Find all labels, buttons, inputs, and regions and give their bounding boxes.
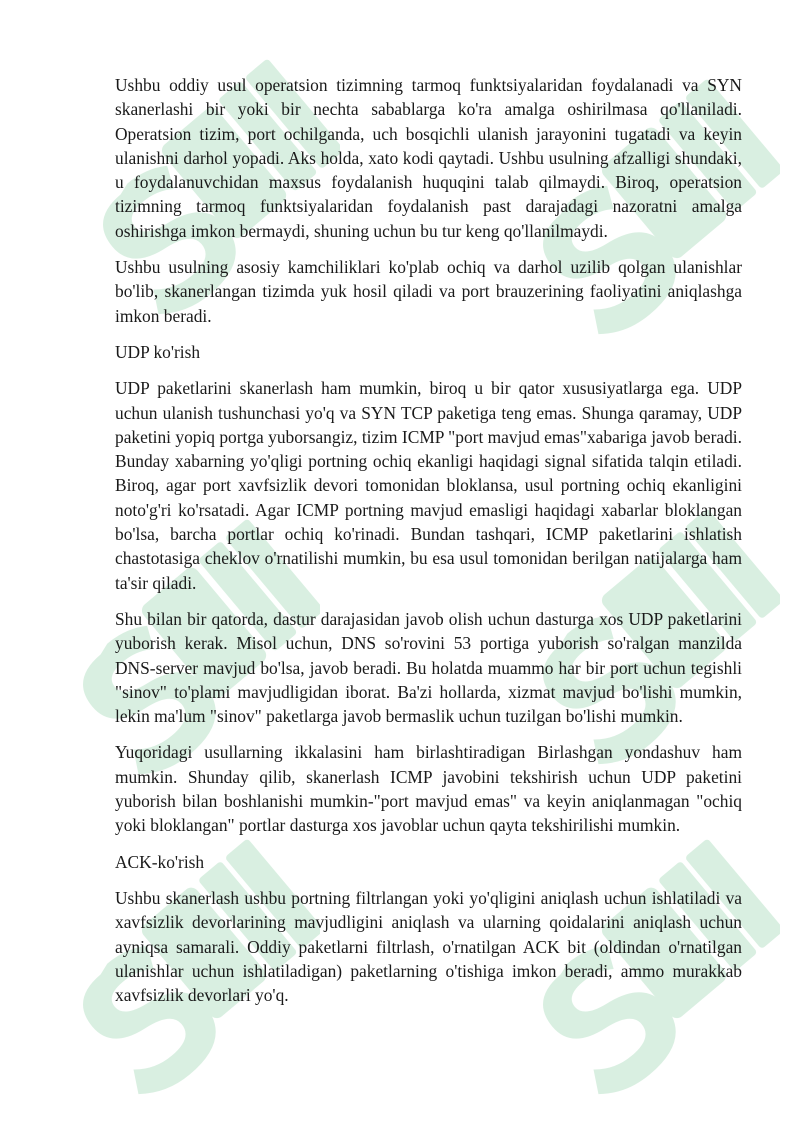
paragraph-combined-approach: Yuqoridagi usullarning ikkalasini ham birlashtiradigan Birlashgan yondashuv ham mumkin. Shunday qilib, skanerlash ICMP javobini tekshirish uchun UDP paketini yuborish bilan boshlanishi mumkin-"port mavjud emas" va keyin aniqlanmagan "ochiq yoki bloklangan" portlar dasturga xos javoblar uchun qayta tekshirilishi mumkin.	[115, 742, 742, 836]
paragraph-udp-app-specific: Shu bilan bir qatorda, dastur darajasidan javob olish uchun dasturga xos UDP paketlarini yuborish kerak. Misol uchun, DNS so'rovini 53 portiga yuborish so'ralgan manzilda DNS-server mavjud bo'lsa, javob beradi. Bu holatda muammo har bir port uchun tegishli "sinov" to'plami mavjudligidan iborat. Ba'zi hollarda, xizmat mavjud bo'lishi mumkin, lekin ma'lum "sinov" paketlarga javob bermaslik uchun tuzilgan bo'lishi mumkin.	[115, 608, 742, 727]
paragraph-drawbacks: Ushbu usulning asosiy kamchiliklari ko'plab ochiq va darhol uzilib qolgan ulanishlar bo'lib, skanerlangan tizimda yuk hosil qiladi va port brauzerining faoliyatini aniqlashga imkon beradi.	[115, 257, 742, 326]
paragraph-udp-scan: UDP paketlarini skanerlash ham mumkin, biroq u bir qator xususiyatlarga ega. UDP uchun ulanish tushunchasi yo'q va SYN TCP paketiga teng emas. Shunga qaramay, UDP paketini yopiq portga yuborsangiz, tizim ICMP "port mavjud emas"xabariga javob beradi. Bunday xabarning yo'qligi portning ochiq ekanligi haqidagi signal sifatida talqin etiladi. Biroq, agar port xavfsizlik devori tomonidan bloklansa, usul portning ochiq ekanligini noto'g'ri ko'rsatadi. Agar ICMP portning mavjud emasligi haqidagi xabarlar bloklangan bo'lsa, barcha portlar ochiq ko'rinadi. Bundan tashqari, ICMP paketlarini ishlatish chastotasiga cheklov o'rnatilishi mumkin, bu esa usul tomonidan berilgan natijalarga ham ta'sir qiladi.	[115, 378, 742, 593]
section-heading-udp: UDP ko'rish	[115, 341, 201, 362]
document-body	[115, 73, 742, 1019]
paragraph-connect-scan: Ushbu oddiy usul operatsion tizimning tarmoq funktsiyalaridan foydalanadi va SYN skanerlashi bir yoki bir nechta sabablarga ko'ra amalga oshirilmasa qo'llaniladi. Operatsion tizim, port ochilganda, uch bosqichli ulanish jarayonini tugatadi va keyin ulanishni darhol yopadi. Aks holda, xato kodi qaytadi. Ushbu usulning afzalligi shundaki, u foydalanuvchidan maxsus foydalanish huquqini talab qilmaydi. Biroq, operatsion tizimning tarmoq funktsiyalaridan foydalanish past darajadagi nazoratni amalga oshirishga imkon bermaydi, shuning uchun bu tur keng qo'llanilmaydi.	[115, 75, 742, 241]
paragraph-ack-scan: Ushbu skanerlash ushbu portning filtrlangan yoki yo'qligini aniqlash uchun ishlatiladi va xavfsizlik devorlarining mavjudligini aniqlash va ularning qoidalarini aniqlash uchun ayniqsa samarali. Oddiy paketlarni filtrlash, o'rnatilgan ACK bit (oldindan o'rnatilgan ulanishlar uchun ishlatiladigan) paketlarning o'tishiga imkon beradi, ammo murakkab xavfsizlik devorlari yo'q.	[115, 887, 742, 1006]
section-heading-ack: ACK-ko'rish	[115, 851, 205, 872]
